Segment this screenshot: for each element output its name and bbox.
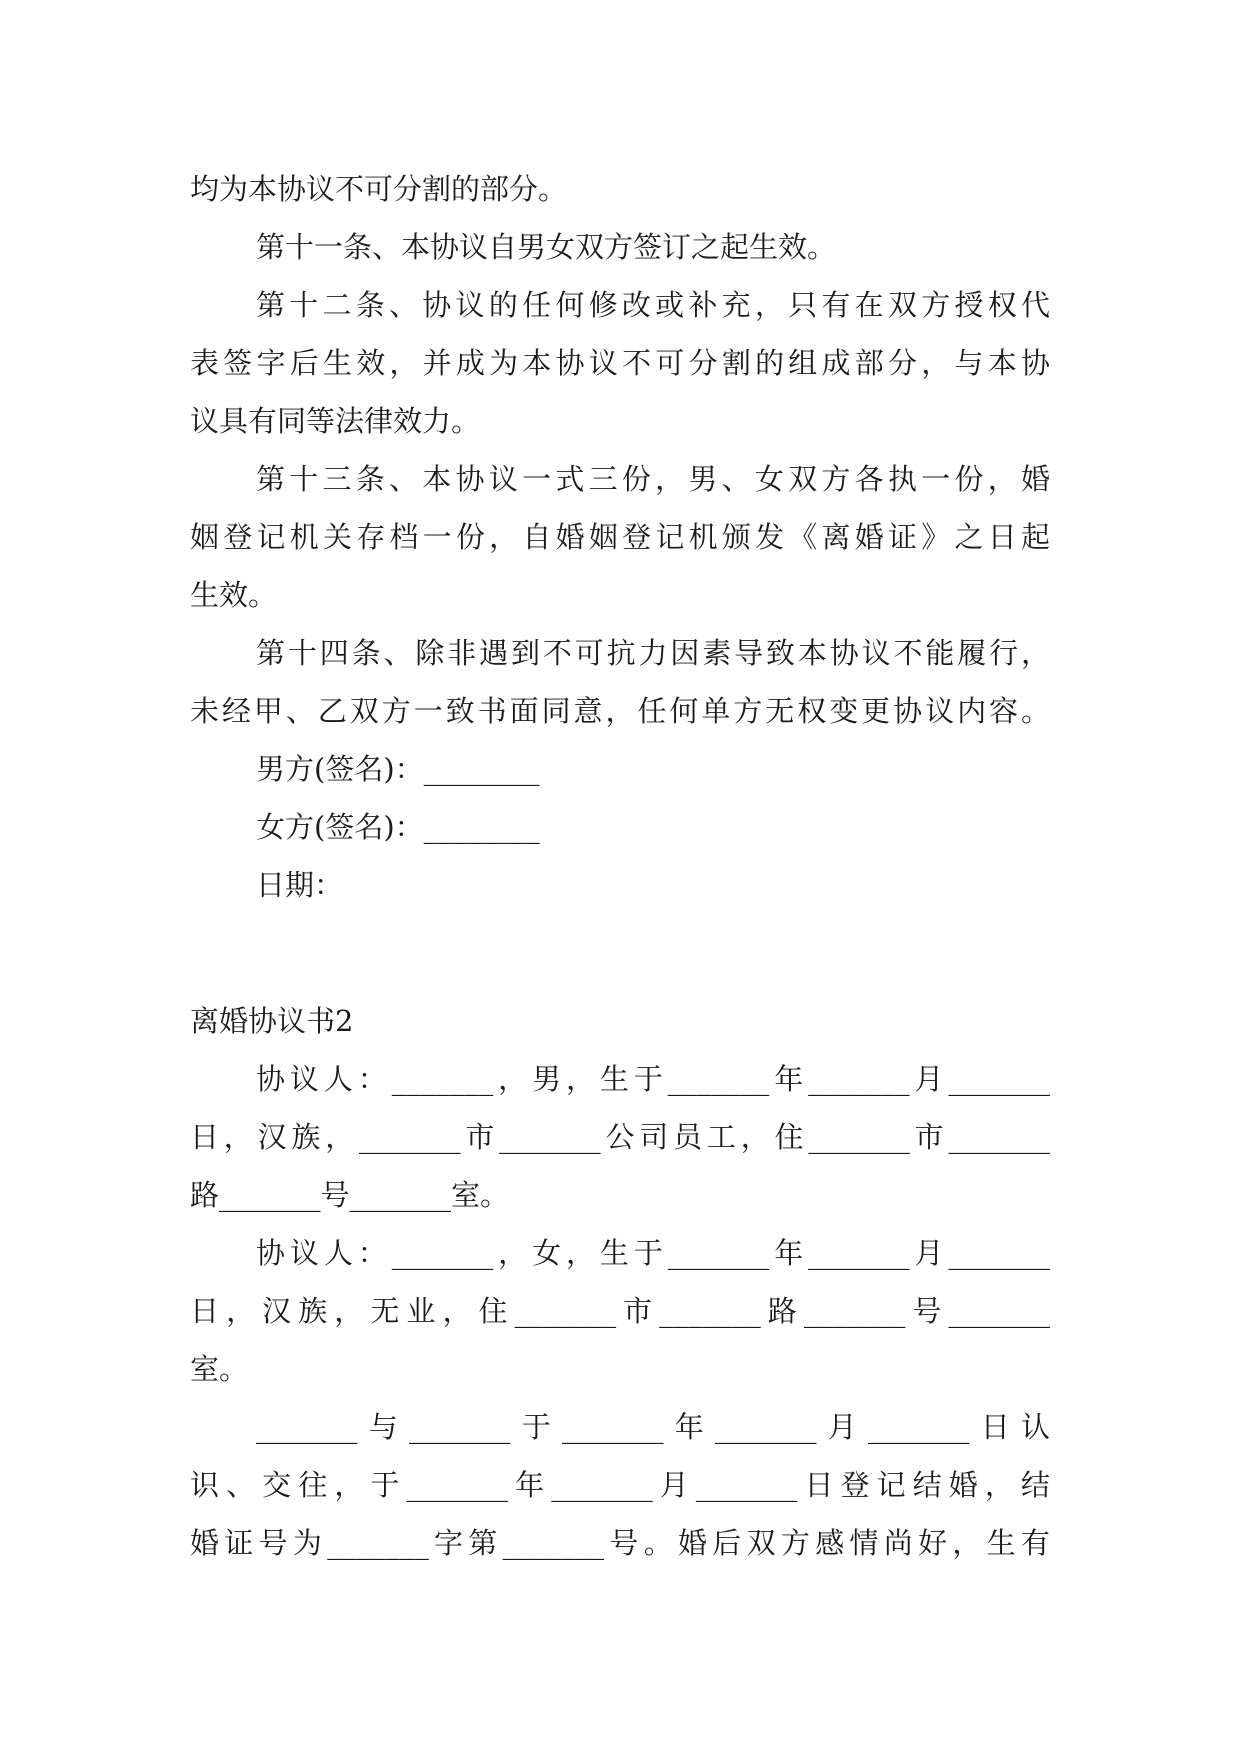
party-male-line-1: 协议人：_______，男，生于_______年_______月_______ [256,1062,1050,1096]
section-title: 离婚协议书2 [190,1004,354,1038]
text-line: 均为本协议不可分割的部分。 [190,172,568,206]
party-male-line-2: 日，汉族，_______市_______公司员工，住_______市_______ [190,1120,1050,1154]
article-13-line-2: 姻登记机关存档一份，自婚姻登记机颁发《离婚证》之日起 [190,520,1050,554]
marriage-paragraph-line-1: _______与_______于_______年_______月_______日认 [256,1410,1050,1444]
document-body [190,160,1050,1572]
article-14-line-2: 未经甲、乙双方一致书面同意，任何单方无权变更协议内容。 [190,694,1050,728]
article-12-line-1: 第十二条、协议的任何修改或补充，只有在双方授权代 [256,288,1050,322]
party-female-line-1: 协议人：_______，女，生于_______年_______月_______ [256,1236,1050,1270]
article-11: 第十一条、本协议自男女双方签订之起生效。 [256,230,837,264]
marriage-paragraph-line-2: 识、交往，于_______年_______月_______日登记结婚，结 [190,1468,1050,1502]
article-14-line-1: 第十四条、除非遇到不可抗力因素导致本协议不能履行， [256,636,1050,670]
party-female-line-2: 日，汉族，无业，住_______市_______路_______号_______ [190,1294,1050,1328]
article-13-line-3: 生效。 [190,578,278,612]
article-13-line-1: 第十三条、本协议一式三份，男、女双方各执一份，婚 [256,462,1050,496]
female-signature-line: 女方(签名)：________ [256,810,540,844]
male-signature-line: 男方(签名)：________ [256,752,540,786]
marriage-paragraph-line-3: 婚证号为_______字第_______号。婚后双方感情尚好，生有 [190,1526,1050,1560]
article-12-line-2: 表签字后生效，并成为本协议不可分割的组成部分，与本协 [190,346,1050,380]
section-gap [190,914,1050,992]
date-line: 日期： [256,868,344,902]
article-12-line-3: 议具有同等法律效力。 [190,404,481,438]
party-male-line-3: 路_______号_______室。 [190,1178,510,1212]
party-female-line-3: 室。 [190,1352,249,1386]
